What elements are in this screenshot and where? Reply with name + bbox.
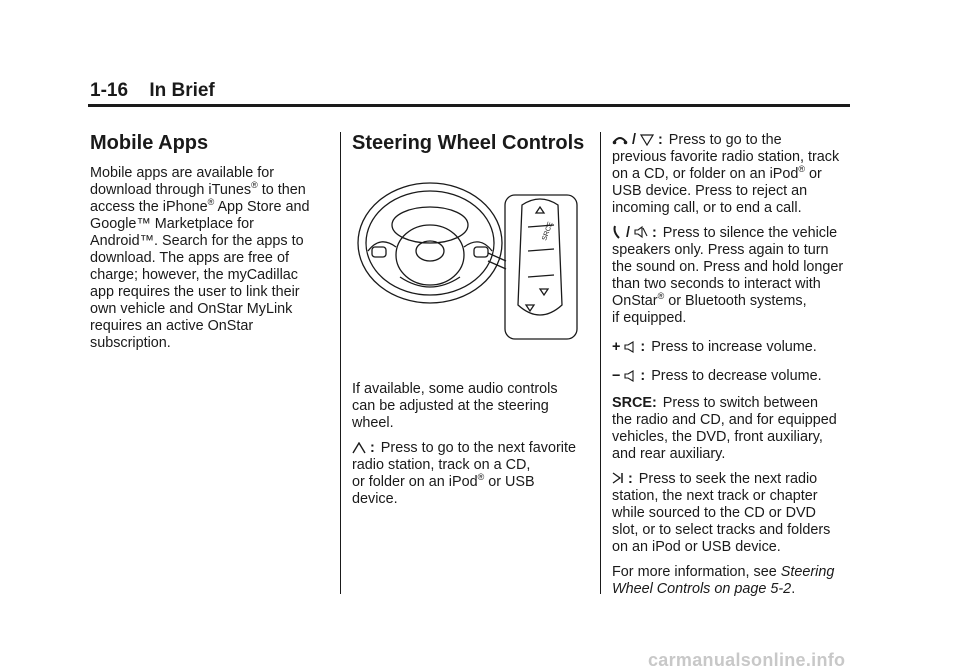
registered-mark: ®: [657, 291, 665, 301]
next-favorite-item: [352, 440, 592, 508]
text-line: the sound on. Press and hold longer: [612, 259, 844, 275]
steering-heading: Steering Wheel Controls: [352, 132, 585, 154]
section-title: In Brief: [149, 80, 215, 101]
text-line: than two seconds to interact with: [612, 276, 821, 292]
text-line: requires an active OnStar: [90, 318, 254, 334]
seek-item: [612, 471, 852, 556]
text-line: Android™. Search for the apps to: [90, 233, 304, 249]
colon: :: [640, 339, 646, 355]
slash: /: [632, 132, 636, 148]
text-line: and rear auxiliary.: [612, 446, 726, 462]
mute-symbol: [612, 225, 657, 241]
text-line: Press to seek the next radio: [638, 471, 818, 487]
page-header: [90, 80, 215, 102]
seek-icon: [612, 471, 624, 485]
text-line: or folder on an iPod: [352, 474, 478, 490]
text-line: if equipped.: [612, 310, 687, 326]
registered-mark: ®: [251, 180, 258, 190]
mobile-apps-heading: Mobile Apps: [90, 132, 209, 154]
speaker-icon: [624, 341, 636, 353]
text-line: subscription.: [90, 335, 171, 351]
registered-mark: ®: [207, 197, 215, 207]
minus-sign: −: [612, 368, 621, 384]
phone-answer-icon: [612, 225, 622, 239]
text-line: wheel.: [352, 415, 394, 431]
colon: :: [652, 225, 657, 241]
text-line: download through iTunes: [90, 182, 252, 198]
header-rule: [88, 104, 850, 107]
text-line: vehicles, the DVD, front auxiliary,: [612, 429, 823, 445]
text-line: on an iPod or USB device.: [612, 539, 781, 555]
controls-column: [612, 132, 852, 606]
text-line: or Bluetooth systems,: [664, 293, 807, 309]
srce-key: SRCE:: [612, 395, 657, 411]
prev-favorite-symbol: [612, 132, 663, 148]
text-line: app requires the user to link their: [90, 284, 300, 300]
mobile-apps-column: [90, 132, 330, 360]
colon: :: [640, 368, 646, 384]
text-line: Press to go to the: [668, 132, 782, 148]
prev-favorite-item: [612, 132, 852, 217]
column-divider-1: [340, 132, 341, 594]
text-line: radio station, track on a CD,: [352, 457, 531, 473]
page-number: 1-16: [90, 80, 129, 101]
text-line: on a CD, or folder on an iPod: [612, 166, 799, 182]
text-line: access the iPhone: [90, 199, 208, 215]
text-line: to then: [257, 182, 306, 198]
registered-mark: ®: [477, 472, 485, 482]
text-line: Press to silence the vehicle: [662, 225, 838, 241]
volume-down-item: [612, 368, 852, 385]
text-line: Press to switch between: [662, 395, 818, 411]
text-line: For more information, see: [612, 564, 781, 580]
text-line: station, the next track or chapter: [612, 488, 818, 504]
steering-intro: [352, 381, 592, 432]
text-line: download. The apps are free of: [90, 250, 289, 266]
registered-mark: ®: [798, 164, 806, 174]
text-line: incoming call, or to end a call.: [612, 200, 802, 216]
next-favorite-icon: [352, 442, 366, 454]
phone-hangup-icon: [612, 134, 628, 146]
next-favorite-symbol: [352, 440, 375, 456]
text-line: Mobile apps are available for: [90, 165, 274, 181]
text-line: If available, some audio controls: [352, 381, 558, 397]
text-line: can be adjusted at the steering: [352, 398, 549, 414]
text-line: own vehicle and OnStar MyLink: [90, 301, 293, 317]
plus-sign: +: [612, 339, 621, 355]
text-line: Press to go to the next favorite: [380, 440, 576, 456]
more-info-item: [612, 564, 852, 598]
text-line: while sourced to the CD or DVD: [612, 505, 816, 521]
text-line: previous favorite radio station, track: [612, 149, 840, 165]
text-line: Press to increase volume.: [651, 339, 817, 355]
text-line: OnStar: [612, 293, 658, 309]
mobile-apps-paragraph: [90, 165, 330, 352]
colon: :: [370, 440, 375, 456]
text-line: charge; however, the myCadillac: [90, 267, 298, 283]
mute-item: [612, 225, 852, 327]
text-line: device.: [352, 491, 398, 507]
text-line: speakers only. Press again to turn: [612, 242, 829, 258]
text-line: the radio and CD, and for equipped: [612, 412, 837, 428]
slash: /: [626, 225, 630, 241]
text-line: Press to decrease volume.: [651, 368, 822, 384]
text-line: or: [805, 166, 822, 182]
text-line: USB device. Press to reject an: [612, 183, 808, 199]
cross-reference-link[interactable]: Steering: [780, 564, 835, 580]
speaker-icon: [624, 370, 636, 382]
mute-icon: [634, 225, 648, 239]
text-line: App Store and: [214, 199, 310, 215]
steering-column: [352, 132, 592, 516]
volume-down-symbol: [612, 368, 645, 384]
prev-favorite-icon: [640, 134, 654, 146]
column-divider-2: [600, 132, 601, 594]
text-line: slot, or to select tracks and folders: [612, 522, 831, 538]
text-line: or USB: [484, 474, 535, 490]
steering-wheel-illustration: [350, 165, 586, 351]
srce-item: [612, 395, 852, 463]
text-line: .: [791, 581, 796, 597]
watermark: carmanualsonline.info: [648, 650, 846, 670]
text-line: Google™ Marketplace for: [90, 216, 254, 232]
colon: :: [658, 132, 663, 148]
volume-up-symbol: [612, 339, 645, 355]
colon: :: [628, 471, 633, 487]
volume-up-item: [612, 339, 852, 356]
seek-symbol: [612, 471, 633, 487]
cross-reference-link[interactable]: Wheel Controls on page 5-2: [612, 581, 792, 597]
srce-button-label: SRCE: [541, 221, 555, 242]
